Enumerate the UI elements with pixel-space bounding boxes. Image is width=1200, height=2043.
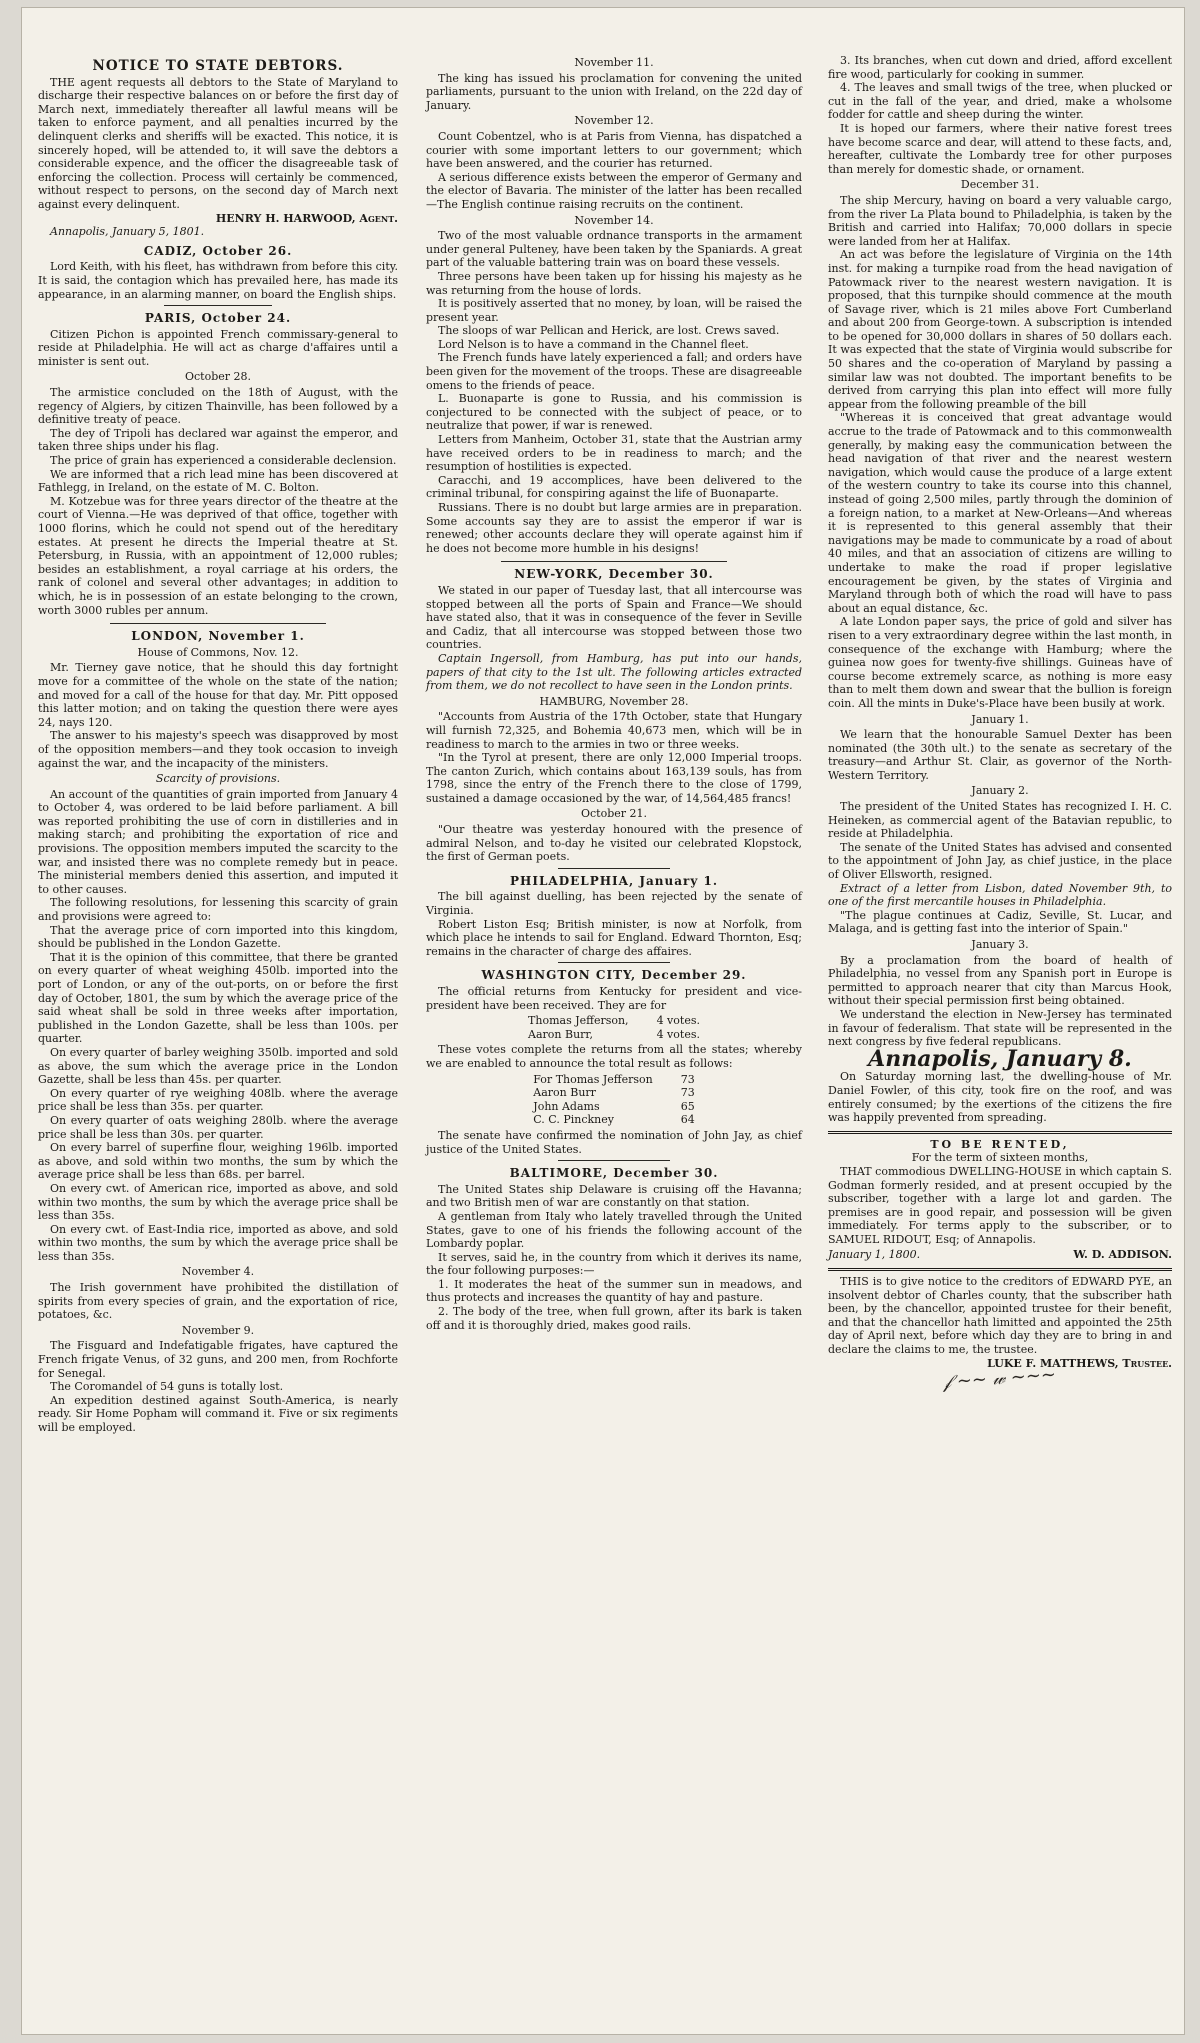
london-paragraph: Mr. Tierney gave notice, that he should this day fortnight move for a committee of the whole on the state of the nation; and moved for a call of the house for that day. Mr. Pitt opposed this latter motion; and on taking the question there were ayes 24, nays 120.	[38, 661, 398, 729]
ad-subtitle: For the term of sixteen months,	[911, 1151, 1089, 1165]
london-paragraph: The following resolutions, for lessening this scarcity of grain and provisions were agreed to:	[38, 896, 398, 924]
news-paragraph: We stated in our paper of Tuesday last, that all intercourse was stopped between all the ports of Spain and France—We should have stated also, that it was in consequence of the fever in Seville and Cadiz, that all intercourse was stopped between those two countries.	[426, 583, 802, 652]
dateline: January 1.	[971, 712, 1029, 726]
london-paragraph: On every barrel of superfine flour, weighing 196lb. imported as above, and sold within two months, the sum by which the average price shall be less than 68s. per barrel.	[38, 1141, 398, 1182]
divider	[558, 1160, 671, 1161]
london-paragraph: On every quarter of barley weighing 350lb. imported and sold as above, the sum which the average price in the London Gazette, shall be less than 45s. per quarter.	[38, 1045, 398, 1087]
newspaper-page	[22, 8, 1184, 2034]
london-paragraph: On every cwt. of American rice, imported as above, and sold within two months, the sum by which the average price shall be less than 35s.	[38, 1181, 398, 1223]
handwritten-annotation	[828, 1364, 1172, 1394]
notice-body: THIS is to give notice to the creditors of EDWARD PYE, an insolvent debtor of Charles county, that the subscriber hath been, by the chancellor, appointed trustee for their benefit, and that the chancellor hath limitted and appointed the 25th day of April next, before which day they are to bring in and declare the claims to me, the trustee.	[828, 1275, 1172, 1357]
column-1	[38, 54, 398, 1435]
table-row	[519, 1086, 708, 1100]
news-paragraph: 2. The body of the tree, when full grown, after its bark is taken off and it is thoroughly dried, makes good rails.	[426, 1305, 802, 1332]
paris-paragraph: The armistice concluded on the 18th of August, with the regency of Algiers, by citizen Thainville, has been followed by a definitive treaty of peace.	[38, 386, 398, 427]
news-paragraph: An act was before the legislature of Virginia on the 14th inst. for making a turnpike road from the head navigation of Patowmack river to the nearest western navigation. It is proposed, that this turnpike should commence at the mouth of Savage river, which is 21 miles above Fort Cumberland and about 200 from George-town. A subscription is intended to be opened for 30,000 dollars in shares of 50 dollars each. It was expected that the state of Virginia would subscribe for 50 shares and the co-operation of Maryland by passing a similar law was not doubted. The important benefits to be derived from carrying this plan into effect will more fully appear from the following preamble of the bill	[828, 248, 1172, 411]
annapolis-heading: Annapolis, January 8.	[868, 1045, 1132, 1072]
philadelphia-heading: PHILADELPHIA, January 1.	[509, 873, 719, 888]
news-paragraph: Count Cobentzel, who is at Paris from Vienna, has dispatched a courier with some important letters to our government; which have been answered, and the courier has returned.	[426, 129, 802, 171]
news-paragraph: The French funds have lately experienced a fall; and orders have been given for the movement of the troops. These are disagreeable omens to the friends of peace.	[426, 351, 802, 392]
cadiz-body: Lord Keith, with his fleet, has withdrawn from before this city. It is said, the contagion which has prevailed here, has made its appearance, in an alarming manner, on board the English ships.	[38, 260, 398, 301]
table-row	[519, 1113, 708, 1127]
ad-date: January 1, 1800.	[828, 1248, 921, 1262]
paris-heading: PARIS, October 24.	[144, 311, 292, 326]
news-paragraph: L. Buonaparte is gone to Russia, and his commission is conjectured to be connected with the subject of peace, or to neutralize that power, if war is renewed.	[426, 392, 802, 433]
creditors-notice	[828, 1268, 1172, 1394]
news-paragraph: The senate of the United States has advised and consented to the appointment of John Jay, as chief justice, in the place of Oliver Ellsworth, resigned.	[828, 840, 1172, 882]
notice-date: Annapolis, January 5, 1801.	[50, 225, 205, 239]
news-paragraph: The ship Mercury, having on board a very valuable cargo, from the river La Plata bound to Philadelphia, is taken by the British and carried into Halifax; 70,000 dollars in specie were landed from her at Halifax.	[828, 193, 1172, 248]
candidate-name: Aaron Burr	[533, 1086, 596, 1100]
vote-count: 4 votes.	[656, 1027, 700, 1041]
news-paragraph: Lord Nelson is to have a command in the Channel fleet.	[438, 337, 749, 351]
vote-count: 73	[680, 1072, 695, 1086]
dateline: October 21.	[580, 807, 648, 821]
notice-body: THE agent requests all debtors to the State of Maryland to discharge their respective balances on or before the first day of March next, immediately thereafter all lawful means will be taken to enforce payment, and all penalties incurred by the delinquent clerks and sheriffs will be exacted. This notice, it is sincerely hoped, will be attended to, it will save the debtors a considerable expence, and the officer the disagreeable task of enforcing the collection. Process will certainly be commenced, without respect to persons, on the second day of March next against every delinquent.	[38, 75, 398, 211]
dateline: October 28.	[184, 370, 252, 384]
news-paragraph: Caracchi, and 19 accomplices, have been delivered to the criminal tribunal, for conspiring against the life of Buonaparte.	[426, 473, 802, 501]
london-paragraph: An account of the quantities of grain imported from January 4 to October 4, was ordered to be laid before parliament. A bill was reported prohibiting the use of corn in distilleries and in making starch; and prohibiting the exportation of rice and provisions. The opposition members imputed the scarcity to the war, and insisted there was no complete remedy but in peace. The ministerial members denied this assertion, and imputed it to other causes.	[38, 787, 398, 896]
news-paragraph: It serves, said he, in the country from which it derives its name, the four following purposes:—	[426, 1250, 802, 1278]
total-votes-table	[519, 1073, 708, 1127]
news-paragraph: "In the Tyrol at present, there are only 12,000 Imperial troops. The canton Zurich, which contains about 163,139 souls, has from 1798, since the entry of the French there to the close of 1799, sustained a damage occasioned by the war, of 14,564,485 francs!	[426, 751, 802, 805]
rental-advertisement	[828, 1131, 1172, 1262]
newyork-heading: NEW-YORK, December 30.	[514, 567, 714, 582]
dateline: December 31.	[960, 178, 1040, 192]
news-paragraph: It is positively asserted that no money, by loan, will be raised the present year.	[426, 297, 802, 324]
news-paragraph: It is hoped our farmers, where their native forest trees have become scarce and dear, will attend to these facts, and, hereafter, cultivate the Lombardy tree for other purposes than merely for domestic shade, or ornament.	[828, 121, 1172, 176]
handwriting-mark: 𝒻 ~~ 𝓌 ~~~	[942, 1364, 1058, 1394]
divider	[164, 305, 272, 306]
london-paragraph: That the average price of corn imported into this kingdom, should be published in the London Gazette.	[38, 923, 398, 951]
ad-footer	[828, 1248, 1172, 1262]
london-paragraph: The Irish government have prohibited the distillation of spirits from every species of grain, and the exportation of rice, potatoes, &c.	[38, 1281, 398, 1322]
washington-heading: WASHINGTON CITY, December 29.	[481, 968, 747, 983]
news-paragraph: Robert Liston Esq; British minister, is now at Norfolk, from which place he intends to sail for England. Edward Thornton, Esq; remains in the character of charge des affaires.	[426, 917, 802, 958]
dateline: January 3.	[971, 938, 1029, 951]
news-paragraph: The official returns from Kentucky for president and vice-president have been received. They are for	[426, 985, 802, 1012]
london-heading: LONDON, November 1.	[131, 629, 305, 644]
news-paragraph: The United States ship Delaware is cruising off the Havanna; and two British men of war are constantly on that station.	[426, 1182, 802, 1210]
news-paragraph: By a proclamation from the board of health of Philadelphia, no vessel from any Spanish port in Europe is permitted to approach nearer that city than Marcus Hook, without their special permission first being obtained.	[828, 953, 1172, 1008]
news-paragraph: Letters from Manheim, October 31, state that the Austrian army have received orders to be in readiness to march; and the resumption of hostilities is expected.	[426, 433, 802, 474]
baltimore-heading: BALTIMORE, December 30.	[509, 1166, 719, 1181]
vote-count: 65	[680, 1099, 695, 1113]
news-paragraph: A gentleman from Italy who lately travelled through the United States, gave to one of his friends the following account of the Lombardy poplar.	[426, 1209, 802, 1251]
news-paragraph: "Our theatre was yesterday honoured with the presence of admiral Nelson, and to-day he visited our celebrated Klopstock, the first of German poets.	[426, 823, 802, 864]
news-paragraph: "Whereas it is conceived that great advantage would accrue to the trade of Patowmack and to this commonwealth generally, by making easy the communication between the head navigation of that river and the nearest western navigation, which would cause the produce of a large extent of the western country to take its course into this channel, instead of going 2,500 miles, partly through the dominion of a foreign nation, to a market at New-Orleans—And whereas it is represented to this general assembly that their navigations may be made to communicate by a road of about 40 miles, and that an association of citizens are willing to undertake to make the road if proper legislative encouragement be given, by the states of Virginia and Maryland through both of which the road will have to pass about an equal distance, &c.	[828, 411, 1172, 615]
divider	[558, 962, 671, 963]
london-paragraph: On every quarter of oats weighing 280lb. where the average price shall be less than 30s. per quarter.	[38, 1113, 398, 1141]
candidate-name: John Adams	[533, 1099, 600, 1113]
news-paragraph: Captain Ingersoll, from Hamburg, has put into our hands, papers of that city to the 1st ult. The following articles extracted from them, we do not recollect to have seen in the London prints.	[426, 651, 802, 693]
news-paragraph: The king has issued his proclamation for convening the united parliaments, pursuant to the union with Ireland, on the 22d day of January.	[426, 71, 802, 112]
news-paragraph: "The plague continues at Cadiz, Seville, St. Lucar, and Malaga, and is getting fast into the interior of Spain."	[828, 908, 1172, 936]
vote-count: 64	[680, 1113, 695, 1127]
news-paragraph: Three persons have been taken up for hissing his majesty as he was returning from the house of lords.	[426, 269, 802, 297]
paris-paragraph: We are informed that a rich lead mine has been discovered at Fathlegg, in Ireland, on the estate of M. C. Bolton.	[38, 467, 398, 495]
news-paragraph: We learn that the honourable Samuel Dexter has been nominated (the 30th ult.) to the senate as secretary of the treasury—and Arthur St. Clair, as governor of the North-Western Territory.	[828, 728, 1172, 782]
vote-count: 4 votes.	[656, 1014, 700, 1028]
column-3	[828, 54, 1172, 1394]
divider	[501, 561, 727, 562]
vote-count: 73	[680, 1086, 695, 1100]
london-paragraph: That it is the opinion of this committee, that there be granted on every quarter of wheat weighing 450lb. imported into the port of London, or any of the out-ports, on or before the first day of October, 1801, the sum by which the average price of the said wheat shall be sold in three weeks after importation, published in the London Gazette, shall be less than 100s. per quarter.	[38, 950, 398, 1046]
news-paragraph: A late London paper says, the price of gold and silver has risen to a very extraordinary degree within the last month, in consequence of the exchange with Hamburg; where the guinea now goes for twenty-five shillings. Guineas have of course become extremely scarce, as nothing is more easy than to melt them down and swear that the bullion is foreign coin. All the mints in Duke's-Place have been busily at work.	[828, 615, 1172, 710]
news-paragraph: We understand the election in New-Jersey has terminated in favour of federalism. That state will be represented in the next congress by five federal republicans.	[828, 1007, 1172, 1049]
notice-title: NOTICE TO STATE DEBTORS.	[92, 58, 344, 74]
news-paragraph: 3. Its branches, when cut down and dried, afford excellent fire wood, particularly for cooking in summer.	[828, 54, 1172, 81]
candidate-name: Thomas Jefferson,	[528, 1014, 629, 1028]
subheading: Scarcity of provisions.	[155, 772, 281, 786]
dateline: January 2.	[971, 784, 1029, 798]
news-paragraph: Russians. There is no doubt but large armies are in preparation. Some accounts say they are to assist the emperor if war is renewed; other accounts declare they will operate against him if he does not become more humble in his designs!	[426, 501, 802, 555]
dateline: November 12.	[574, 114, 654, 128]
news-paragraph: These votes complete the returns from all the states; whereby we are enabled to announce the total result as follows:	[426, 1043, 802, 1070]
news-paragraph: The senate have confirmed the nomination of John Jay, as chief justice of the United States.	[426, 1128, 802, 1156]
candidate-name: Aaron Burr,	[528, 1027, 593, 1041]
london-paragraph: On every cwt. of East-India rice, imported as above, and sold within two months, the sum by which the average price shall be less than 35s.	[38, 1222, 398, 1263]
dateline: November 4.	[181, 1265, 255, 1279]
table-row	[514, 1014, 714, 1028]
news-paragraph: 1. It moderates the heat of the summer sun in meadows, and thus protects and increases the quantity of hay and pasture.	[426, 1277, 802, 1305]
column-2	[426, 54, 802, 1332]
london-paragraph: The Coromandel of 54 guns is totally lost.	[50, 1380, 284, 1394]
paris-paragraph: The dey of Tripoli has declared war against the emperor, and taken three ships under his flag.	[38, 426, 398, 454]
dateline: House of Commons, Nov. 12.	[137, 645, 299, 659]
dateline: HAMBURG, November 28.	[539, 694, 689, 708]
london-paragraph: An expedition destined against South-America, is nearly ready. Sir Home Popham will command it. Five or six regiments will be employed.	[38, 1393, 398, 1434]
table-row	[519, 1073, 708, 1087]
london-paragraph: On every quarter of rye weighing 408lb. where the average price shall be less than 35s. per quarter.	[38, 1086, 398, 1114]
news-paragraph: "Accounts from Austria of the 17th October, state that Hungary will furnish 72,325, and Bohemia 40,673 men, which will be in readiness to march to the armies in two or three weeks.	[426, 710, 802, 751]
paris-paragraph: Citizen Pichon is appointed French commissary-general to reside at Philadelphia. He will act as charge d'affaires until a minister is sent out.	[38, 327, 398, 368]
news-paragraph: Extract of a letter from Lisbon, dated November 9th, to one of the first mercantile houses in Philadelphia.	[828, 881, 1172, 909]
news-paragraph: The bill against duelling, has been rejected by the senate of Virginia.	[426, 890, 802, 918]
dateline: November 14.	[574, 213, 654, 227]
kentucky-votes-table	[514, 1014, 714, 1041]
london-paragraph: The Fisguard and Indefatigable frigates, have captured the French frigate Venus, of 32 guns, and 200 men, from Rochforte for Senegal.	[38, 1339, 398, 1380]
news-paragraph: 4. The leaves and small twigs of the tree, when plucked or cut in the fall of the year, and dried, make a wholsome fodder for cattle and sheep during the winter.	[828, 81, 1172, 122]
news-paragraph: On Saturday morning last, the dwelling-house of Mr. Daniel Fowler, of this city, took fire on the roof, and was entirely consumed; by the exertions of the citizens the fire was happily prevented from spreading.	[828, 1070, 1172, 1125]
dateline: November 9.	[181, 1323, 255, 1337]
cadiz-heading: CADIZ, October 26.	[143, 243, 293, 258]
notice-signature: HENRY H. HARWOOD, Agent.	[215, 211, 398, 225]
candidate-name: For Thomas Jefferson	[533, 1072, 653, 1086]
paris-paragraph: M. Kotzebue was for three years director of the theatre at the court of Vienna.—He was deprived of that office, together with 1000 florins, which he could not spend out of the hereditary estates. At present he directs the Imperial theatre at St. Petersburg, in Russia, with an appointment of 12,000 rubles; besides an establishment, a royal carriage at his orders, the rank of colonel and several other advantages; in addition to which, he is in possession of an estate belonging to the crown, worth 3000 rubles per annum.	[38, 494, 398, 617]
news-paragraph: Two of the most valuable ordnance transports in the armament under general Pulteney, have been taken by the Spaniards. A great part of the valuable battering train was on board these vessels.	[426, 229, 802, 270]
candidate-name: C. C. Pinckney	[533, 1113, 614, 1127]
ad-signature: W. D. ADDISON.	[1073, 1248, 1172, 1262]
notice-signature: LUKE F. MATTHEWS, Trustee.	[987, 1356, 1172, 1370]
ad-title: TO BE RENTED,	[930, 1137, 1070, 1151]
news-paragraph: The sloops of war Pellican and Herick, are lost. Crews saved.	[438, 324, 780, 338]
news-paragraph: A serious difference exists between the emperor of Germany and the elector of Bavaria. The minister of the latter has been recalled—The English continue raising recruits on the continent.	[426, 170, 802, 211]
divider	[110, 623, 326, 624]
divider	[558, 868, 671, 869]
table-row	[514, 1028, 714, 1042]
news-paragraph: The president of the United States has recognized I. H. C. Heineken, as commercial agent of the Batavian republic, to reside at Philadelphia.	[828, 800, 1172, 841]
london-paragraph: The answer to his majesty's speech was disapproved by most of the opposition members—and they took occasion to inveigh against the war, and the incapacity of the ministers.	[38, 729, 398, 770]
dateline: November 11.	[574, 56, 654, 69]
paris-paragraph: The price of grain has experienced a considerable declension.	[50, 454, 397, 468]
ad-body: THAT commodious DWELLING-HOUSE in which captain S. Godman formerly resided, and at present occupied by the subscriber, together with a large lot and garden. The premises are in good repair, and possession will be given immediately. For terms apply to the subscriber, or to SAMUEL RIDOUT, Esq; of Annapolis.	[828, 1164, 1172, 1246]
table-row	[519, 1100, 708, 1114]
